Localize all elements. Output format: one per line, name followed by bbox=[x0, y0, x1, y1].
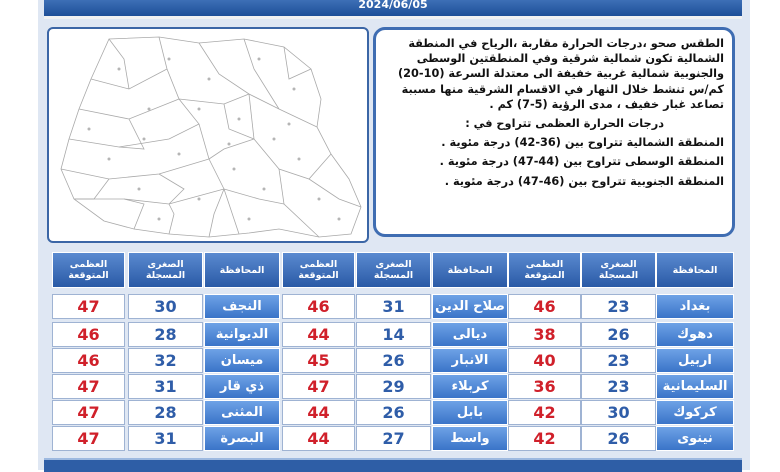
max-expected-value: 38 bbox=[508, 322, 581, 347]
governorate-name: اربيل bbox=[656, 348, 734, 373]
max-expected-value: 46 bbox=[52, 348, 125, 373]
governorate-name: بغداد bbox=[656, 294, 734, 319]
governorate-name: ديالى bbox=[432, 322, 508, 347]
max-expected-value: 47 bbox=[52, 374, 125, 399]
min-recorded-value: 31 bbox=[356, 294, 431, 319]
bulletin-title: 2024/06/05 bbox=[44, 0, 742, 19]
header-max-expected: العظمى المتوقعة bbox=[508, 252, 581, 288]
governorate-name: صلاح الدين bbox=[432, 294, 508, 319]
max-expected-value: 46 bbox=[282, 294, 355, 319]
min-recorded-value: 31 bbox=[128, 426, 203, 451]
max-expected-value: 44 bbox=[282, 426, 355, 451]
governorate-name: المثنى bbox=[204, 400, 280, 425]
min-recorded-value: 26 bbox=[581, 426, 656, 451]
max-expected-value: 45 bbox=[282, 348, 355, 373]
header-min-recorded: الصغرى المسجلة bbox=[356, 252, 431, 288]
header-max-expected: العظمى المتوقعة bbox=[282, 252, 355, 288]
min-recorded-value: 26 bbox=[356, 348, 431, 373]
governorate-name: البصرة bbox=[204, 426, 280, 451]
min-recorded-value: 32 bbox=[128, 348, 203, 373]
min-recorded-value: 27 bbox=[356, 426, 431, 451]
governorate-name: كربلاء bbox=[432, 374, 508, 399]
iraq-map-drawing bbox=[49, 29, 367, 241]
max-temps-title: درجات الحرارة العظمى تتراوح في : bbox=[465, 117, 664, 131]
min-recorded-value: 23 bbox=[581, 348, 656, 373]
max-expected-value: 36 bbox=[508, 374, 581, 399]
min-recorded-value: 26 bbox=[581, 322, 656, 347]
min-recorded-value: 30 bbox=[128, 294, 203, 319]
governorate-name: الانبار bbox=[432, 348, 508, 373]
governorate-name: ميسان bbox=[204, 348, 280, 373]
governorate-name: بابل bbox=[432, 400, 508, 425]
max-expected-value: 47 bbox=[282, 374, 355, 399]
middle-region-range: المنطقة الوسطى تتراوح بين (44-47) درجة مئوية . bbox=[439, 155, 724, 169]
governorate-name: ذي قار bbox=[204, 374, 280, 399]
min-recorded-value: 14 bbox=[356, 322, 431, 347]
min-recorded-value: 29 bbox=[356, 374, 431, 399]
governorate-name: النجف bbox=[204, 294, 280, 319]
header-governorate: المحافظة bbox=[656, 252, 734, 288]
max-expected-value: 47 bbox=[52, 426, 125, 451]
governorate-name: دهوك bbox=[656, 322, 734, 347]
max-expected-value: 46 bbox=[52, 322, 125, 347]
max-expected-value: 47 bbox=[52, 294, 125, 319]
min-recorded-value: 23 bbox=[581, 294, 656, 319]
header-max-expected: العظمى المتوقعة bbox=[52, 252, 125, 288]
max-expected-value: 44 bbox=[282, 400, 355, 425]
max-expected-value: 40 bbox=[508, 348, 581, 373]
header-min-recorded: الصغرى المسجلة bbox=[128, 252, 203, 288]
governorate-name: واسط bbox=[432, 426, 508, 451]
north-region-range: المنطقة الشمالية تتراوح بين (36-42) درجة مئوية . bbox=[441, 136, 724, 150]
forecast-text-panel bbox=[373, 27, 735, 237]
governorate-name: كركوك bbox=[656, 400, 734, 425]
governorate-name: نينوى bbox=[656, 426, 734, 451]
min-recorded-value: 28 bbox=[128, 322, 203, 347]
header-governorate: المحافظة bbox=[204, 252, 280, 288]
header-governorate: المحافظة bbox=[432, 252, 508, 288]
min-recorded-value: 26 bbox=[356, 400, 431, 425]
south-region-range: المنطقة الجنوبية تتراوح بين (46-47) درجة مئوية . bbox=[444, 174, 724, 188]
min-recorded-value: 28 bbox=[128, 400, 203, 425]
max-expected-value: 47 bbox=[52, 400, 125, 425]
max-expected-value: 46 bbox=[508, 294, 581, 319]
max-expected-value: 42 bbox=[508, 400, 581, 425]
min-recorded-value: 30 bbox=[581, 400, 656, 425]
iraq-map bbox=[47, 27, 369, 243]
max-expected-value: 44 bbox=[282, 322, 355, 347]
max-expected-value: 42 bbox=[508, 426, 581, 451]
governorate-name: السليمانية bbox=[656, 374, 734, 399]
header-min-recorded: الصغرى المسجلة bbox=[581, 252, 656, 288]
min-recorded-value: 23 bbox=[581, 374, 656, 399]
governorate-name: الديوانية bbox=[204, 322, 280, 347]
forecast-paragraph: الطقس صحو ،درجات الحرارة مقاربة ،الرياح في المنطقة الشمالية تكون شمالية شرقية وفي المنطقتين الوسطى والجنوبية شمالية غربية خفيفة الى معتدلة السرعة (10-20) كم/س تنشط خلال النهار في الاقسام الشرقية منها مسببة تصاعد غبار خفيف ، مدى الرؤية (5-7) كم . bbox=[397, 37, 724, 111]
min-recorded-value: 31 bbox=[128, 374, 203, 399]
